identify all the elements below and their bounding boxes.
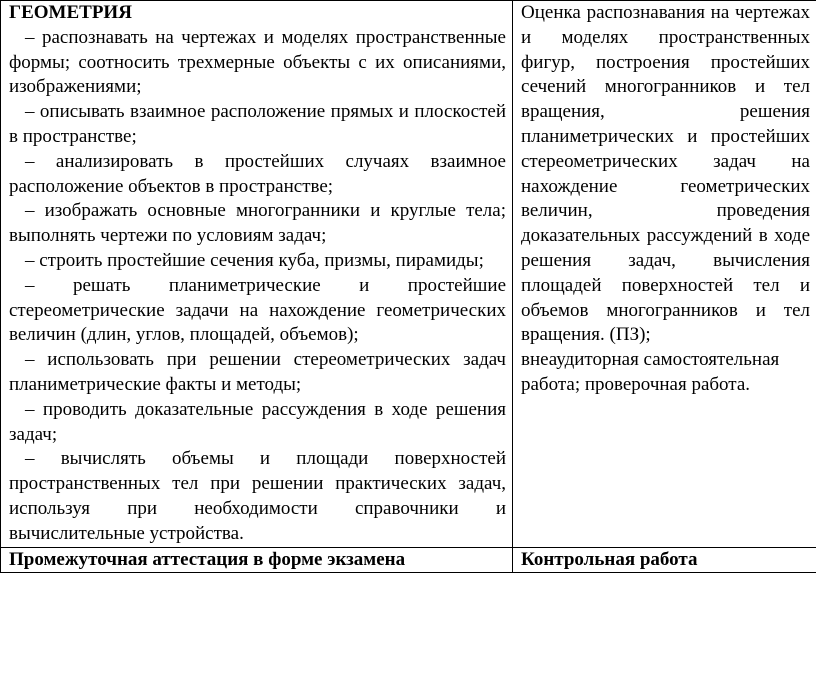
geometry-row: [1, 1, 816, 548]
requirement-item: – анализировать в простейших случаях взаимное расположение объектов в пространстве;: [9, 150, 506, 197]
requirement-item: – проводить доказательные рассуждения в ходе решения задач;: [9, 398, 506, 445]
requirement-item: – решать планиметрические и простейшие стереометрические задачи на нахождение геометрических величин (длин, углов, площадей, объемов);: [9, 274, 506, 346]
assessment-extra-text: внеаудиторная самостоятельная работа; проверочная работа.: [521, 349, 780, 395]
assessment-text: Оценка распознавания на чертежах и моделях пространственных фигур, построения простейших сечений многогранников и тел вращения, решения планиметрических и простейших стереометрических задач на нахождение геометрических величин, проведения доказательных рассуждений в ходе решения задач, вычисления площадей поверхностей тел и объемов многогранников и тел вращения. (ПЗ);: [521, 2, 810, 346]
requirement-item: – описывать взаимное расположение прямых и плоскостей в пространстве;: [9, 101, 506, 147]
assessment-cell: [513, 1, 816, 548]
intermediate-attestation-cell: Промежуточная аттестация в форме экзамена: [1, 547, 513, 573]
requirement-item: – вычислять объемы и площади поверхностей пространственных тел при решении практических задач, используя при необходимости справочники и вычислительные устройства.: [9, 448, 506, 544]
control-work-cell: Контрольная работа: [513, 547, 816, 573]
requirement-item: – распознавать на чертежах и моделях пространственные формы; соотносить трехмерные объекты с их описаниями, изображениями;: [9, 26, 506, 98]
geometry-requirements-cell: [1, 1, 513, 548]
footer-row: [1, 547, 816, 573]
requirement-item: – строить простейшие сечения куба, призмы, пирамиды;: [25, 249, 484, 271]
requirement-item: – использовать при решении стереометрических задач планиметрические факты и методы;: [9, 349, 506, 395]
requirement-item: – изображать основные многогранники и круглые тела; выполнять чертежи по условиям задач;: [9, 200, 506, 247]
section-heading: ГЕОМЕТРИЯ: [9, 2, 132, 23]
